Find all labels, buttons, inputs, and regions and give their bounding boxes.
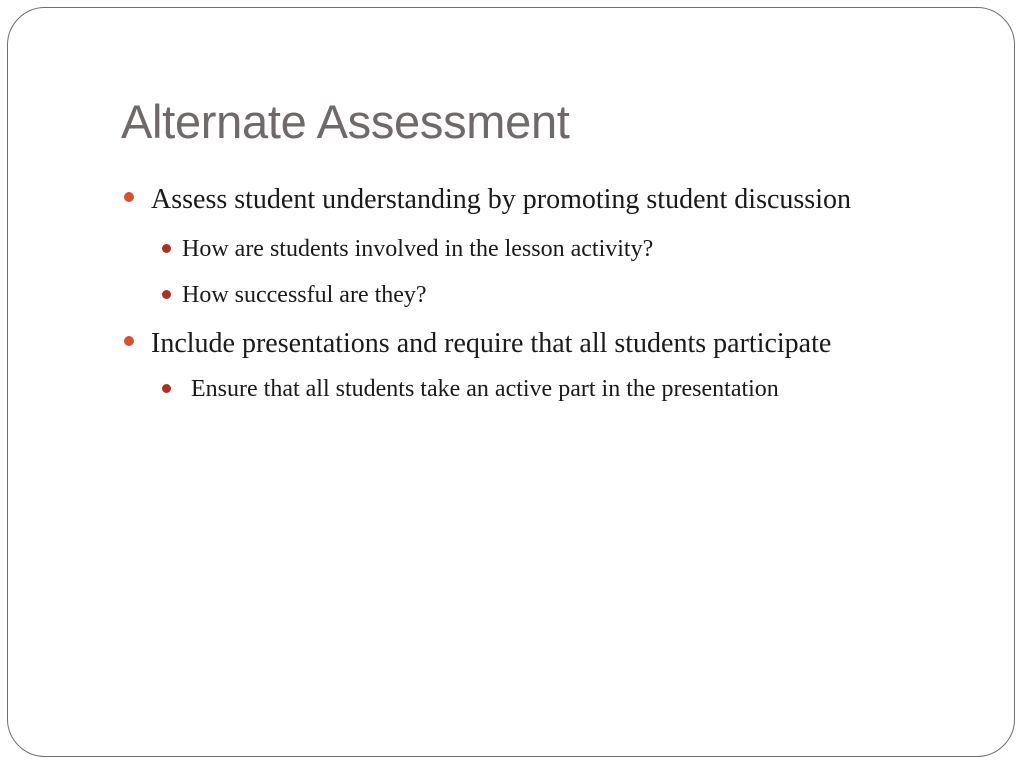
sub-bullet-item	[122, 272, 982, 318]
sub-bullet-text: How are students involved in the lesson activity?	[182, 236, 654, 262]
bullet-dot-icon	[124, 336, 134, 346]
slide-frame	[7, 7, 1015, 757]
bullet-item	[122, 178, 871, 222]
bullet-item	[122, 322, 982, 366]
bullet-dot-icon	[162, 384, 171, 393]
bullet-dot-icon	[162, 290, 171, 299]
bullet-dot-icon	[124, 192, 134, 202]
sub-bullet-item	[122, 366, 982, 412]
sub-bullet-text: How successful are they?	[182, 282, 427, 308]
sub-bullet-text: Ensure that all students take an active part in the presentation	[191, 376, 779, 402]
sub-bullet-item	[122, 226, 982, 272]
bullet-list	[122, 178, 982, 412]
bullet-text: Assess student understanding by promoting student discussion	[151, 184, 851, 215]
slide-title: Alternate Assessment	[121, 95, 570, 148]
bullet-dot-icon	[162, 244, 171, 253]
bullet-text: Include presentations and require that all students participate	[151, 328, 832, 359]
